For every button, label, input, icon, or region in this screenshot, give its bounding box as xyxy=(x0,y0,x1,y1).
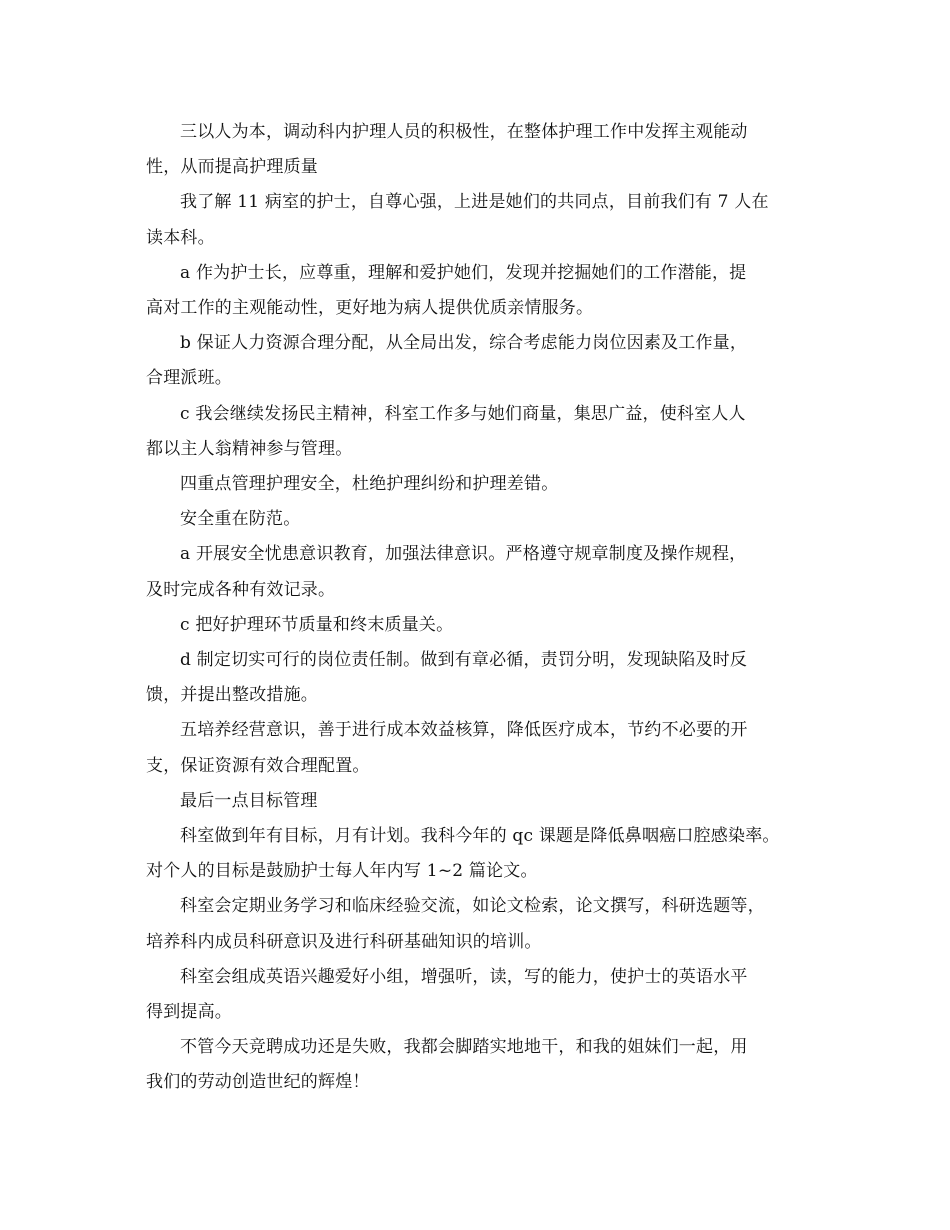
paragraph-11 xyxy=(146,713,818,783)
paragraph-2-line-1: 我了解 11 病室的护士，自尊心强，上进是她们的共同点，目前我们有 7 人在 xyxy=(180,192,769,213)
document-body xyxy=(146,115,818,1101)
paragraph-9 xyxy=(146,608,818,643)
paragraph-9-line-1: c 把好护理环节质量和终末质量关。 xyxy=(180,614,454,635)
paragraph-15-line-2: 得到提高。 xyxy=(146,1002,232,1023)
paragraph-8-line-1: a 开展安全忧患意识教育，加强法律意识。严格遵守规章制度及操作规程， xyxy=(180,544,747,565)
paragraph-2-line-2: 读本科。 xyxy=(146,227,215,248)
paragraph-6-line-1: 四重点管理护理安全，杜绝护理纠纷和护理差错。 xyxy=(180,474,559,495)
paragraph-4-line-2: 合理派班。 xyxy=(146,368,232,389)
paragraph-8-line-2: 及时完成各种有效记录。 xyxy=(146,579,336,600)
paragraph-1 xyxy=(146,115,818,185)
paragraph-3-line-1: a 作为护士长，应尊重，理解和爱护她们，发现并挖掘她们的工作潜能，提 xyxy=(180,262,747,283)
paragraph-13 xyxy=(146,819,818,889)
paragraph-7-line-1: 安全重在防范。 xyxy=(180,509,301,530)
paragraph-6 xyxy=(146,467,818,502)
paragraph-7 xyxy=(146,502,818,537)
paragraph-10-line-2: 馈，并提出整改措施。 xyxy=(146,685,318,706)
paragraph-12-line-1: 最后一点目标管理 xyxy=(180,790,318,811)
paragraph-11-line-1: 五培养经营意识，善于进行成本效益核算，降低医疗成本，节约不必要的开 xyxy=(180,720,748,741)
paragraph-3 xyxy=(146,256,818,326)
paragraph-15 xyxy=(146,960,818,1030)
paragraph-2 xyxy=(146,185,818,255)
paragraph-14-line-1: 科室会定期业务学习和临床经验交流，如论文检索，论文撰写，科研选题等， xyxy=(180,896,765,917)
paragraph-4-line-1: b 保证人力资源合理分配，从全局出发，综合考虑能力岗位因素及工作量， xyxy=(180,333,748,354)
paragraph-13-line-2: 对个人的目标是鼓励护士每人年内写 1~2 篇论文。 xyxy=(146,861,538,882)
paragraph-16 xyxy=(146,1030,818,1100)
paragraph-5 xyxy=(146,397,818,467)
paragraph-16-line-1: 不管今天竞聘成功还是失败，我都会脚踏实地地干，和我的姐妹们一起，用 xyxy=(180,1037,748,1058)
paragraph-12 xyxy=(146,784,818,819)
paragraph-8 xyxy=(146,537,818,607)
paragraph-10-line-1: d 制定切实可行的岗位责任制。做到有章必循，责罚分明，发现缺陷及时反 xyxy=(180,650,748,671)
paragraph-1-line-1: 三以人为本，调动科内护理人员的积极性，在整体护理工作中发挥主观能动 xyxy=(180,122,748,142)
paragraph-16-line-2: 我们的劳动创造世纪的辉煌！ xyxy=(146,1072,370,1093)
paragraph-1-line-2: 性，从而提高护理质量 xyxy=(146,157,318,178)
paragraph-14 xyxy=(146,889,818,959)
paragraph-3-line-2: 高对工作的主观能动性，更好地为病人提供优质亲情服务。 xyxy=(146,298,594,319)
paragraph-13-line-1: 科室做到年有目标，月有计划。我科今年的 qc 课题是降低鼻咽癌口腔感染率。 xyxy=(180,826,780,847)
paragraph-10 xyxy=(146,643,818,713)
paragraph-5-line-2: 都以主人翁精神参与管理。 xyxy=(146,438,353,459)
paragraph-14-line-2: 培养科内成员科研意识及进行科研基础知识的培训。 xyxy=(146,931,542,952)
paragraph-11-line-2: 支，保证资源有效合理配置。 xyxy=(146,755,370,776)
paragraph-5-line-1: c 我会继续发扬民主精神，科室工作多与她们商量，集思广益，使科室人人 xyxy=(180,403,746,424)
paragraph-4 xyxy=(146,326,818,396)
paragraph-15-line-1: 科室会组成英语兴趣爱好小组，增强听，读，写的能力，使护士的英语水平 xyxy=(180,966,748,987)
